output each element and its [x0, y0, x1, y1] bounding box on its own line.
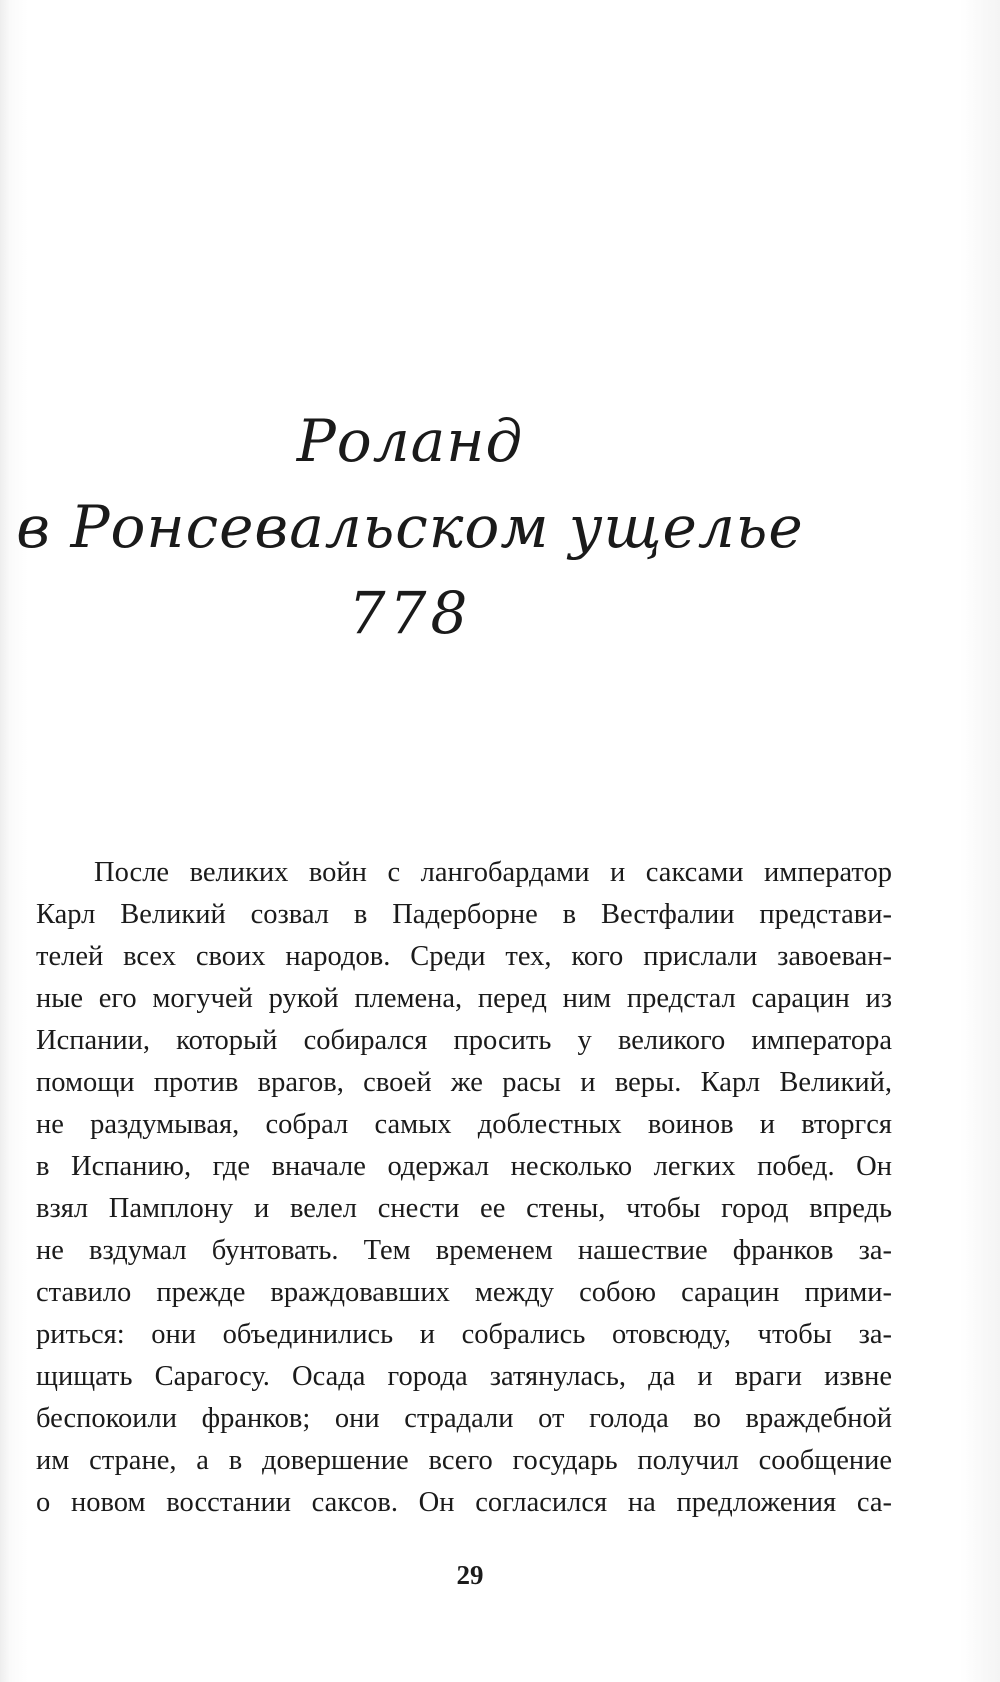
- text-line: о новом восстании саксов. Он согласился на предложения са-: [36, 1487, 892, 1518]
- text-line: телей всех своих народов. Среди тех, кого прислали завоеван-: [36, 941, 892, 972]
- text-line: взял Памплону и велел снести ее стены, чтобы город впредь: [36, 1193, 892, 1224]
- text-line: щищать Сарагосу. Осада города затянулась, да и враги извне: [36, 1361, 892, 1392]
- chapter-title: [0, 398, 820, 656]
- text-line: После великих войн с лангобардами и саксами император: [94, 857, 892, 888]
- text-line: в Испанию, где вначале одержал несколько легких побед. Он: [36, 1151, 892, 1182]
- text-line: помощи против врагов, своей же расы и веры. Карл Великий,: [36, 1067, 892, 1098]
- text-line: Карл Великий созвал в Падерборне в Вестфалии представи-: [36, 899, 892, 930]
- chapter-title-line-1: Роланд: [296, 407, 524, 475]
- text-line: не вздумал бунтовать. Тем временем нашествие франков за-: [36, 1235, 892, 1266]
- text-line: риться: они объединились и собрались отовсюду, чтобы за-: [36, 1319, 892, 1350]
- text-line: им стране, а в довершение всего государь получил сообщение: [36, 1445, 892, 1476]
- text-line: не раздумывая, собрал самых доблестных воинов и вторгся: [36, 1109, 892, 1140]
- chapter-year: 778: [348, 579, 472, 647]
- text-line: ные его могучей рукой племена, перед ним предстал сарацин из: [36, 983, 892, 1014]
- text-line: Испании, который собирался просить у великого императора: [36, 1025, 892, 1056]
- text-line: ставило прежде враждовавших между собою сарацин прими-: [36, 1277, 892, 1308]
- body-paragraph: [36, 852, 892, 1524]
- page-number: 29: [456, 1560, 484, 1590]
- text-line: беспокоили франков; они страдали от голода во враждебной: [36, 1403, 892, 1434]
- chapter-title-line-2: в Ронсевальском ущелье: [16, 493, 804, 561]
